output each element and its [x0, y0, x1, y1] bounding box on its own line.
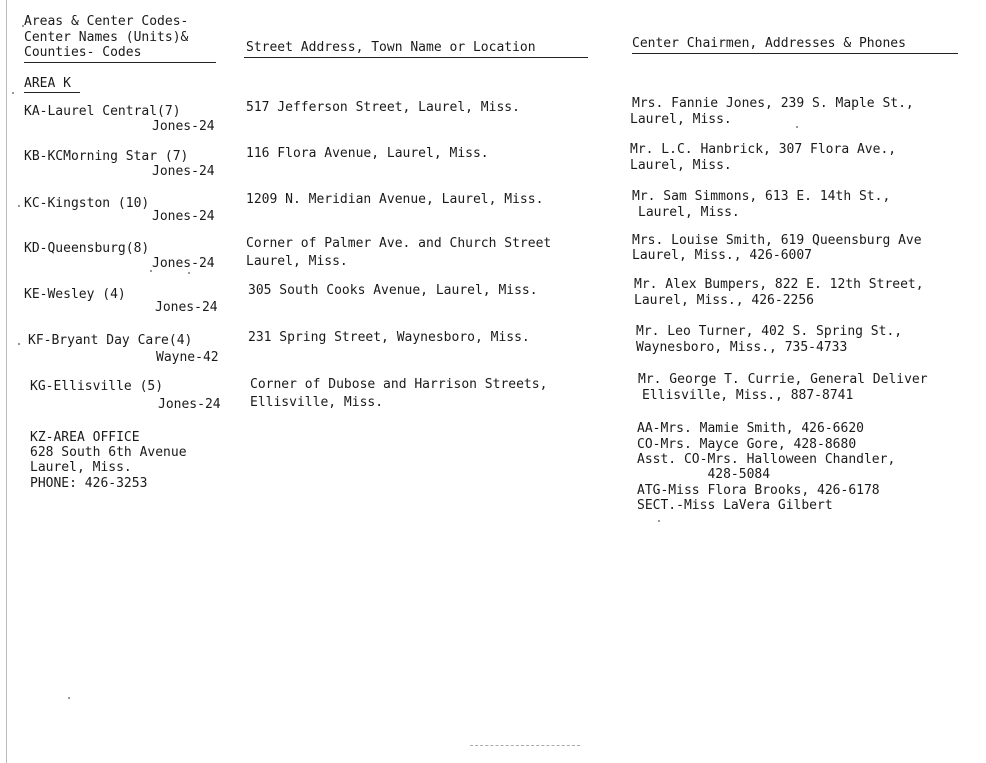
col1-header-line-2: Center Names (Units)& — [24, 30, 189, 45]
area-office-city: Laurel, Miss. — [30, 460, 132, 475]
street-address: 517 Jefferson Street, Laurel, Miss. — [246, 100, 520, 115]
scan-speck — [22, 25, 24, 27]
street-address: 305 South Cooks Avenue, Laurel, Miss. — [248, 283, 538, 298]
center-name: KA-Laurel Central(7) — [24, 104, 181, 119]
street-address-line-1: Corner of Dubose and Harrison Streets, — [250, 377, 548, 392]
area-label: AREA K — [24, 76, 71, 91]
chairman-line-1: Mr. Leo Turner, 402 S. Spring St., — [636, 324, 903, 339]
center-name: KB-KCMorning Star (7) — [24, 149, 189, 164]
scan-speck — [18, 205, 20, 207]
chairman-line-2: Waynesboro, Miss., 735-4733 — [636, 340, 848, 355]
county-code: Jones-24 — [152, 256, 215, 271]
scan-speck — [796, 126, 798, 128]
officer-line: AA-Mrs. Mamie Smith, 426-6620 — [637, 421, 864, 436]
col1-header-rule — [24, 62, 216, 63]
chairman-line-2: Laurel, Miss. — [638, 205, 740, 220]
county-code: Jones-24 — [152, 164, 215, 179]
chairman-line-1: Mr. L.C. Hanbrick, 307 Flora Ave., — [630, 142, 897, 157]
scan-speck — [12, 92, 14, 94]
county-code: Jones-24 — [155, 300, 218, 315]
chairman-line-1: Mr. Alex Bumpers, 822 E. 12th Street, — [634, 277, 924, 292]
scan-edge-mark — [470, 745, 580, 746]
chairman-line-2: Laurel, Miss., 426-2256 — [634, 293, 815, 308]
area-office-street: 628 South 6th Avenue — [30, 445, 187, 460]
scan-speck — [68, 697, 70, 699]
center-name: KG-Ellisville (5) — [30, 379, 164, 394]
chairman-line-2: Laurel, Miss. — [630, 158, 732, 173]
center-name: KF-Bryant Day Care(4) — [28, 333, 193, 348]
col3-header-rule — [632, 53, 958, 54]
street-address: 116 Flora Avenue, Laurel, Miss. — [246, 146, 489, 161]
chairman-line-1: Mrs. Louise Smith, 619 Queensburg Ave — [632, 233, 922, 248]
county-code: Jones-24 — [152, 209, 215, 224]
street-address: 1209 N. Meridian Avenue, Laurel, Miss. — [246, 192, 544, 207]
officer-line: Asst. CO-Mrs. Halloween Chandler, — [637, 452, 896, 467]
chairman-line-1: Mrs. Fannie Jones, 239 S. Maple St., — [632, 96, 914, 111]
street-address-line-1: Corner of Palmer Ave. and Church Street — [246, 236, 552, 251]
scan-speck — [188, 272, 190, 274]
county-code: Jones-24 — [158, 397, 221, 412]
col2-header-rule — [244, 57, 588, 58]
col2-header: Street Address, Town Name or Location — [246, 40, 536, 55]
chairman-line-2: Ellisville, Miss., 887-8741 — [642, 388, 854, 403]
county-code: Jones-24 — [152, 119, 215, 134]
street-address: 231 Spring Street, Waynesboro, Miss. — [248, 330, 530, 345]
left-margin-rule — [6, 0, 7, 763]
officer-line: CO-Mrs. Mayce Gore, 428-8680 — [637, 437, 857, 452]
scan-speck — [18, 343, 20, 345]
officer-line: SECT.-Miss LaVera Gilbert — [637, 498, 833, 513]
chairman-line-1: Mr. Sam Simmons, 613 E. 14th St., — [632, 189, 891, 204]
chairman-line-2: Laurel, Miss. — [630, 112, 732, 127]
officer-line: ATG-Miss Flora Brooks, 426-6178 — [637, 483, 880, 498]
center-name: KE-Wesley (4) — [24, 287, 126, 302]
col1-header-line-3: Counties- Codes — [24, 45, 142, 60]
chairman-line-1: Mr. George T. Currie, General Deliver — [638, 372, 928, 387]
area-office-title: KZ-AREA OFFICE — [30, 430, 140, 445]
center-name: KC-Kingston (10) — [24, 196, 150, 211]
street-address-line-2: Laurel, Miss. — [246, 254, 348, 269]
col3-header: Center Chairmen, Addresses & Phones — [632, 36, 906, 51]
area-office-phone: PHONE: 426-3253 — [30, 476, 148, 491]
area-label-rule — [24, 92, 80, 93]
chairman-line-2: Laurel, Miss., 426-6007 — [632, 248, 813, 263]
street-address-line-2: Ellisville, Miss. — [250, 395, 384, 410]
officer-line: 428-5084 — [637, 467, 771, 482]
col1-header-line-1: Areas & Center Codes- — [24, 14, 189, 29]
scan-speck — [658, 520, 660, 522]
center-name: KD-Queensburg(8) — [24, 241, 150, 256]
county-code: Wayne-42 — [156, 350, 219, 365]
scan-speck — [150, 270, 152, 272]
